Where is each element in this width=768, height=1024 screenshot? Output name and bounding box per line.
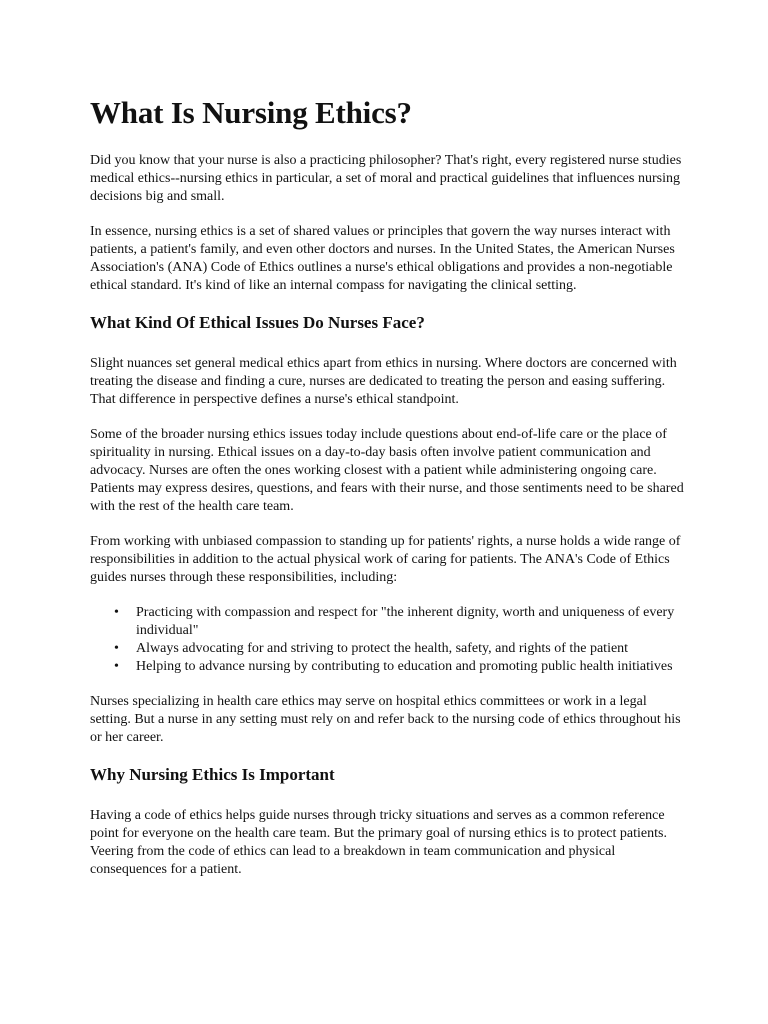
section1-paragraph-2: Some of the broader nursing ethics issues today include questions about end-of-life care or the place of spirituality in nursing. Ethical issues on a day-to-day basis often involve patient communication and advocacy. Nurses are often the ones working closest with a patient while administering ongoing care. Patients may express desires, questions, and fears with their nurse, and those sentiments need to be shared with the rest of the health care team. [90,427,684,514]
bullet-icon: • [114,641,119,656]
list-item-text: Helping to advance nursing by contributing to education and promoting public health initiatives [136,659,673,674]
section-heading-why-important: Why Nursing Ethics Is Important [90,765,335,784]
list-item-text: Always advocating for and striving to protect the health, safety, and rights of the patient [136,641,629,656]
section1-paragraph-1: Slight nuances set general medical ethics apart from ethics in nursing. Where doctors are concerned with treating the disease and finding a cure, nurses are dedicated to treating the person and easing suffering. That difference in perspective defines a nurse's ethical standpoint. [90,356,677,407]
section-heading-ethical-issues: What Kind Of Ethical Issues Do Nurses Face? [90,313,425,332]
section2-paragraph-1: Having a code of ethics helps guide nurses through tricky situations and serves as a common reference point for everyone on the health care team. But the primary goal of nursing ethics is to protect patients. Veering from the code of ethics can lead to a breakdown in team communication and physical consequences for a patient. [90,808,667,877]
section1-paragraph-3: From working with unbiased compassion to standing up for patients' rights, a nurse holds a wide range of responsibilities in addition to the actual physical work of caring for patients. The ANA's Code of Ethics guides nurses through these responsibilities, including: [90,534,681,585]
list-item [114,604,690,640]
list-item [114,658,690,676]
intro-paragraph-2: In essence, nursing ethics is a set of shared values or principles that govern the way nurses interact with patients, a patient's family, and even other doctors and nurses. In the United States, the American Nurses Association's (ANA) Code of Ethics outlines a nurse's ethical obligations and provides a non-negotiable ethical standard. It's kind of like an internal compass for navigating the clinical setting. [90,224,675,293]
document-page [90,94,690,896]
bullet-icon: • [114,659,119,674]
responsibilities-list [90,604,690,676]
section1-closing-paragraph: Nurses specializing in health care ethics may serve on hospital ethics committees or work in a legal setting. But a nurse in any setting must rely on and refer back to the nursing code of ethics throughout his or her career. [90,694,681,745]
page-title: What Is Nursing Ethics? [90,95,412,130]
list-item [114,640,690,658]
intro-paragraph-1: Did you know that your nurse is also a practicing philosopher? That's right, every registered nurse studies medical ethics--nursing ethics in particular, a set of moral and practical guidelines that influences nursing decisions big and small. [90,153,682,204]
list-item-text: Practicing with compassion and respect for "the inherent dignity, worth and uniqueness of every individual" [136,605,675,638]
bullet-icon: • [114,605,119,620]
